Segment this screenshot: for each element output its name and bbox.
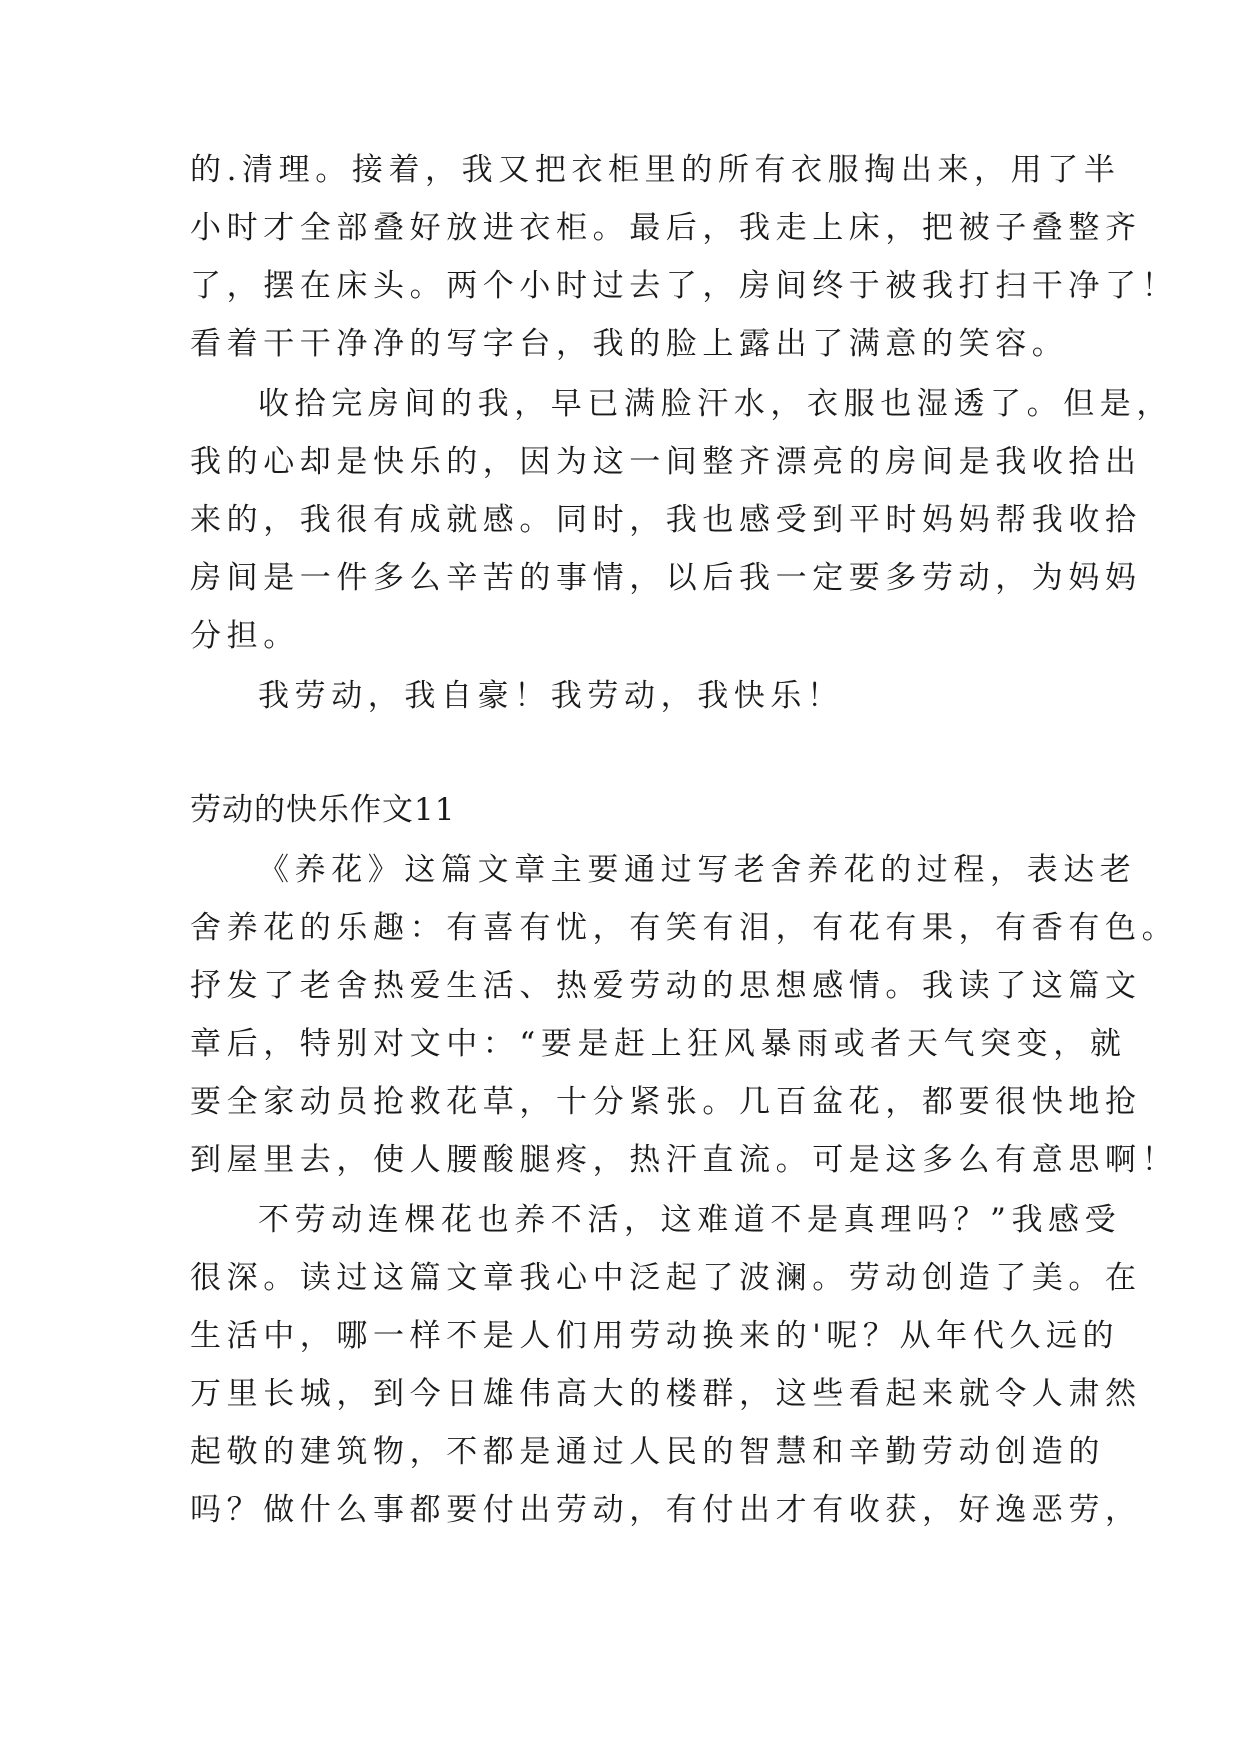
text-line: 看着干干净净的写字台，我的脸上露出了满意的笑容。 xyxy=(190,326,1069,362)
text-line: 生活中，哪一样不是人们用劳动换来的'呢？从年代久远的 xyxy=(190,1318,1120,1354)
text-line: 房间是一件多么辛苦的事情，以后我一定要多劳动，为妈妈 xyxy=(190,560,1142,596)
text-line: 小时才全部叠好放进衣柜。最后，我走上床，把被子叠整齐 xyxy=(190,210,1142,246)
text-line: 来的，我很有成就感。同时，我也感受到平时妈妈帮我收拾 xyxy=(190,502,1142,538)
paragraph-start-line: 不劳动连棵花也养不活，这难道不是真理吗？”我感受 xyxy=(258,1202,1122,1238)
section-heading: 劳动的快乐作文11 xyxy=(190,792,456,828)
text-line: 的.清理。接着，我又把衣柜里的所有衣服掏出来，用了半 xyxy=(190,152,1121,188)
text-line: 抒发了老舍热爱生活、热爱劳动的思想感情。我读了这篇文 xyxy=(190,968,1142,1004)
text-line: 舍养花的乐趣：有喜有忧，有笑有泪，有花有果，有香有色。 xyxy=(190,910,1179,946)
text-line: 分担。 xyxy=(190,618,300,654)
text-line: 到屋里去，使人腰酸腿疼，热汗直流。可是这多么有意思啊！ xyxy=(190,1142,1179,1178)
paragraph-start-line: 收拾完房间的我，早已满脸汗水，衣服也湿透了。但是， xyxy=(258,386,1173,422)
text-line: 我的心却是快乐的，因为这一间整齐漂亮的房间是我收拾出 xyxy=(190,444,1142,480)
text-line: 要全家动员抢救花草，十分紧张。几百盆花，都要很快地抢 xyxy=(190,1084,1142,1120)
text-line: 万里长城，到今日雄伟高大的楼群，这些看起来就令人肃然 xyxy=(190,1376,1142,1412)
text-line: 章后，特别对文中：“要是赶上狂风暴雨或者天气突变，就 xyxy=(190,1026,1127,1062)
text-line: 了，摆在床头。两个小时过去了，房间终于被我打扫干净了！ xyxy=(190,268,1179,304)
text-line: 吗？做什么事都要付出劳动，有付出才有收获，好逸恶劳， xyxy=(190,1492,1142,1528)
paragraph-start-line: 我劳动，我自豪！我劳动，我快乐！ xyxy=(258,678,844,714)
text-line: 很深。读过这篇文章我心中泛起了波澜。劳动创造了美。在 xyxy=(190,1260,1142,1296)
paragraph-start-line: 《养花》这篇文章主要通过写老舍养花的过程，表达老 xyxy=(258,852,1137,888)
text-line: 起敬的建筑物，不都是通过人民的智慧和辛勤劳动创造的 xyxy=(190,1434,1105,1470)
